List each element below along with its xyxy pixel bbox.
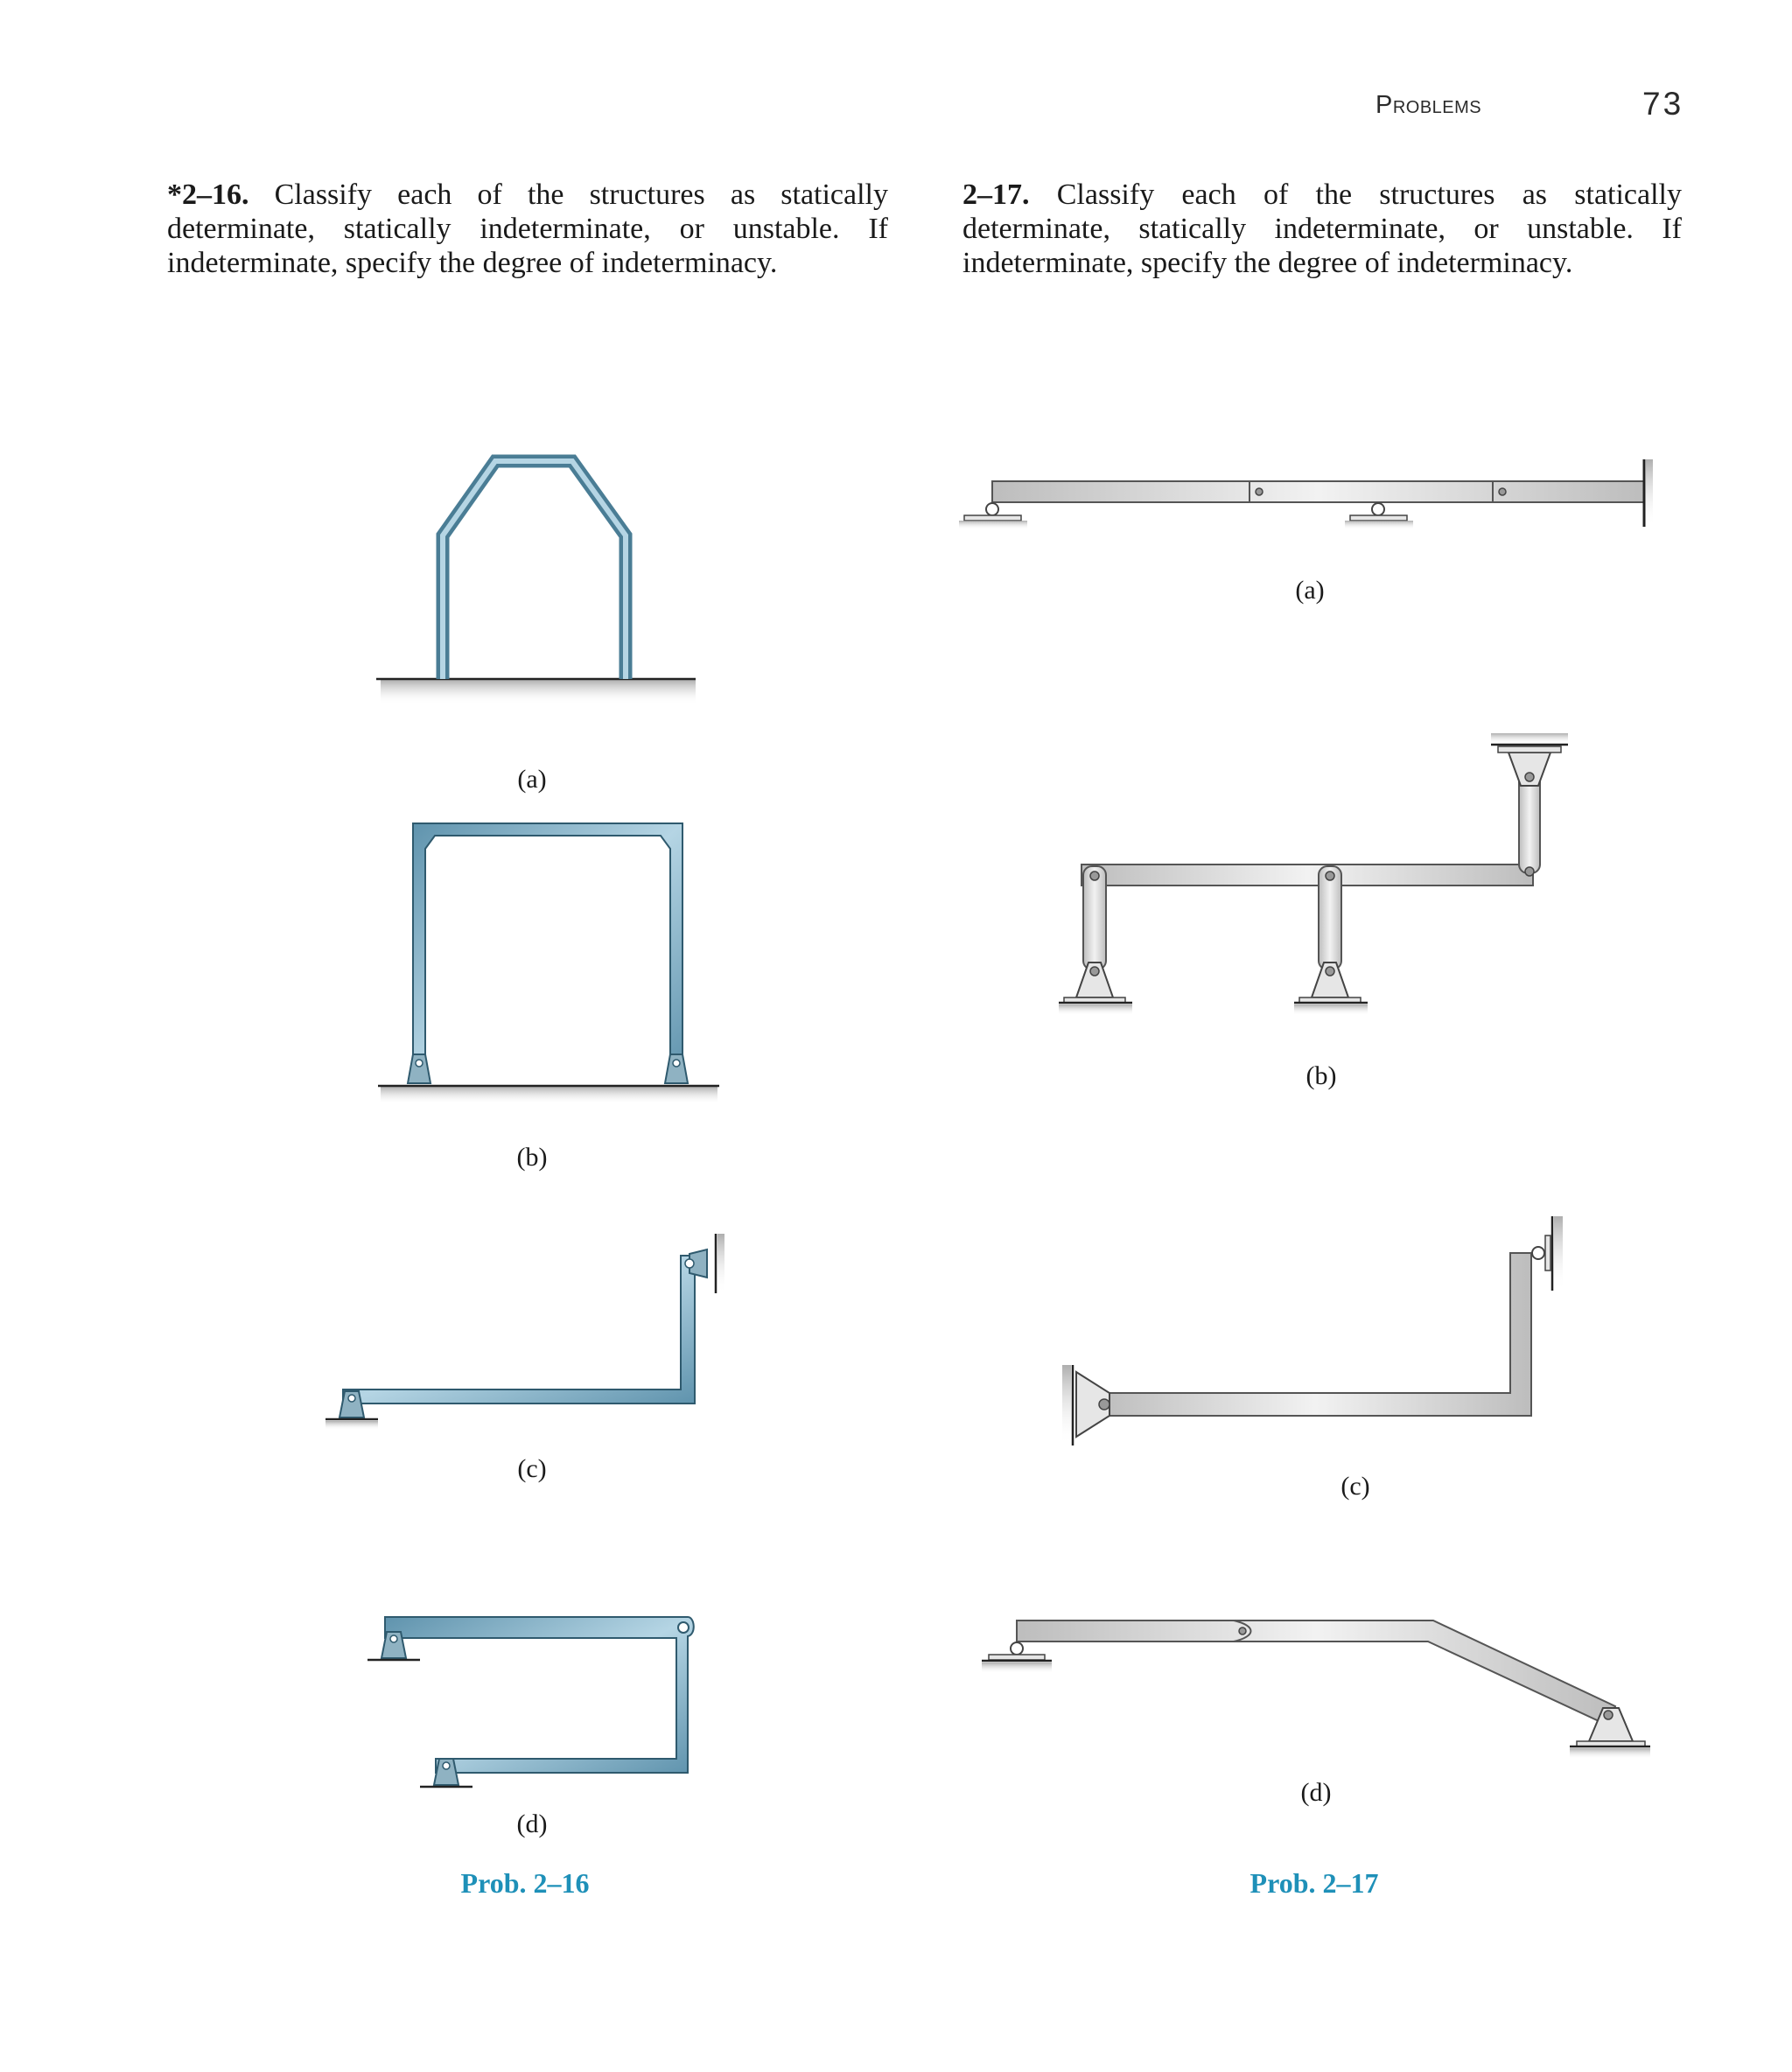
- figure-2-16d: [368, 1617, 694, 1787]
- figure-label-2-16a: (a): [517, 765, 547, 794]
- figure-2-16c: [326, 1234, 724, 1430]
- figure-label-2-16d: (d): [516, 1810, 548, 1838]
- page-number: 73: [1642, 86, 1684, 122]
- caption-prob-2-17: Prob. 2–17: [1250, 1867, 1379, 1899]
- problem-number: *2–16.: [167, 178, 249, 211]
- figure-label-2-17d: (d): [1300, 1778, 1332, 1807]
- problem-text: Classify each of the structures as statically determinate, statically indeterminate, or unstable. If indeterminate, specify the degree of indeterminacy.: [167, 178, 889, 279]
- figure-label-2-16b: (b): [516, 1143, 548, 1172]
- figure-2-17a: [959, 459, 1653, 529]
- figure-2-17b: [1059, 733, 1568, 1015]
- running-header: Problems: [1376, 91, 1482, 119]
- problem-number: 2–17.: [962, 178, 1030, 211]
- figure-label-2-17c: (c): [1340, 1472, 1370, 1501]
- problem-text: Classify each of the structures as statically determinate, statically indeterminate, or unstable. If indeterminate, specify the degree of indeterminacy.: [962, 178, 1683, 279]
- figure-label-2-17a: (a): [1295, 576, 1325, 605]
- figure-label-2-16c: (c): [517, 1454, 547, 1483]
- figure-2-16b: [378, 823, 719, 1104]
- figure-2-17d: [982, 1620, 1650, 1759]
- figure-label-2-17b: (b): [1306, 1061, 1337, 1090]
- caption-prob-2-16: Prob. 2–16: [460, 1867, 590, 1899]
- figure-2-17c: [1062, 1216, 1563, 1446]
- figure-2-16a: [376, 461, 696, 704]
